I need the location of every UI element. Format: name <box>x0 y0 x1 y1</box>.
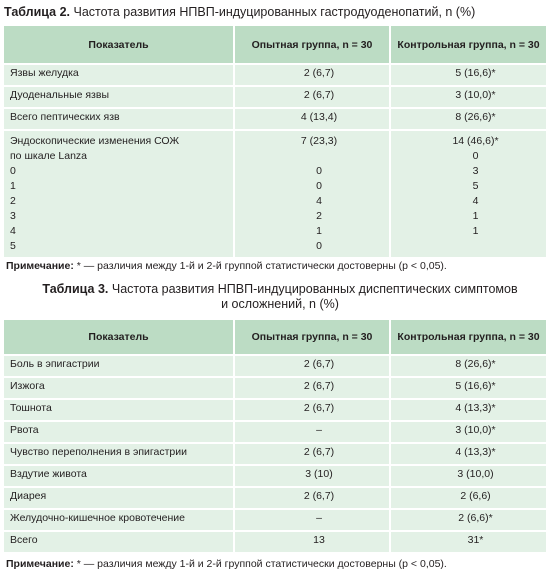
spacer <box>411 239 540 254</box>
row-label: Изжога <box>4 378 233 398</box>
table3-note-text: * — различия между 1-й и 2-й группой статистически достоверны (p < 0,05). <box>73 558 447 570</box>
experimental-value: 2 (6,7) <box>233 400 389 420</box>
lanza-experimental-value: 0 <box>316 240 322 252</box>
experimental-value: – <box>233 422 389 442</box>
lanza-control-value: 4 <box>472 195 479 207</box>
lanza-control-value: 0 <box>472 150 479 162</box>
table-row <box>4 87 546 107</box>
table3-header-indicator: Показатель <box>4 320 233 354</box>
table2-header-experimental: Опытная группа, n = 30 <box>233 26 389 63</box>
table3-caption-text: Частота развития НПВП-индуцированных диспептических симптомов и осложнений, n (%) <box>111 282 518 311</box>
experimental-value: 2 (6,7) <box>233 87 389 107</box>
lanza-control-total: 14 (46,6)* <box>452 135 499 147</box>
row-label: Всего <box>4 532 233 552</box>
lanza-grade: 3 <box>10 210 16 222</box>
table2-caption-label: Таблица 2. <box>4 5 70 19</box>
lanza-control-cell <box>389 131 546 257</box>
table-row <box>4 510 546 530</box>
experimental-value: – <box>233 510 389 530</box>
experimental-value: 2 (6,7) <box>233 488 389 508</box>
row-label: Чувство переполнения в эпигастрии <box>4 444 233 464</box>
table3-note <box>6 558 447 571</box>
control-value: 5 (16,6)* <box>389 378 546 398</box>
control-value: 31* <box>389 532 546 552</box>
lanza-experimental-value: 4 <box>316 195 322 207</box>
table-row <box>4 356 546 376</box>
control-value: 2 (6,6)* <box>389 510 546 530</box>
lanza-grade: 5 <box>10 240 16 252</box>
experimental-value: 4 (13,4) <box>233 109 389 129</box>
control-value: 4 (13,3)* <box>389 444 546 464</box>
lanza-label-line2: по шкале Lanza <box>10 150 88 162</box>
table3-header-row <box>4 320 546 354</box>
control-value: 8 (26,6)* <box>389 356 546 376</box>
row-label: Всего пептических язв <box>4 109 233 129</box>
row-label: Рвота <box>4 422 233 442</box>
table3-header-control: Контрольная группа, n = 30 <box>389 320 546 354</box>
lanza-grade: 1 <box>10 180 16 192</box>
experimental-value: 3 (10) <box>233 466 389 486</box>
lanza-experimental-value: 1 <box>316 225 322 237</box>
table2-note-label: Примечание: <box>6 260 74 272</box>
lanza-label-line1: Эндоскопические изменения СОЖ <box>10 135 180 147</box>
experimental-value: 13 <box>233 532 389 552</box>
lanza-grade: 2 <box>10 195 16 207</box>
lanza-control-value: 5 <box>472 180 479 192</box>
spacer <box>255 149 383 164</box>
row-label: Тошнота <box>4 400 233 420</box>
experimental-value: 2 (6,7) <box>233 65 389 85</box>
table-row <box>4 532 546 552</box>
table-row <box>4 488 546 508</box>
table-row-lanza <box>4 131 546 257</box>
table2-note-text: * — различия между 1-й и 2-й группой статистически достоверны (p < 0,05). <box>73 260 447 272</box>
control-value: 4 (13,3)* <box>389 400 546 420</box>
lanza-experimental-value: 2 <box>316 210 322 222</box>
table-row <box>4 466 546 486</box>
row-label: Диарея <box>4 488 233 508</box>
lanza-control-value: 3 <box>472 165 479 177</box>
control-value: 2 (6,6) <box>389 488 546 508</box>
table2 <box>4 24 546 259</box>
lanza-experimental-total: 7 (23,3) <box>300 135 338 147</box>
table-row <box>4 444 546 464</box>
row-label: Боль в эпигастрии <box>4 356 233 376</box>
control-value: 3 (10,0)* <box>389 422 546 442</box>
table-row <box>4 378 546 398</box>
lanza-grade: 0 <box>10 165 16 177</box>
experimental-value: 2 (6,7) <box>233 444 389 464</box>
table2-header-control: Контрольная группа, n = 30 <box>389 26 546 63</box>
table3-note-label: Примечание: <box>6 558 74 570</box>
lanza-label-cell <box>4 131 233 257</box>
lanza-grade: 4 <box>10 225 16 237</box>
table3-caption-label: Таблица 3. <box>42 282 109 296</box>
table3-caption <box>40 282 520 312</box>
experimental-value: 2 (6,7) <box>233 378 389 398</box>
lanza-experimental-cell <box>233 131 389 257</box>
lanza-experimental-value: 0 <box>316 180 322 192</box>
lanza-control-value: 1 <box>472 210 479 222</box>
row-label: Вздутие живота <box>4 466 233 486</box>
row-label: Дуоденальные язвы <box>4 87 233 107</box>
lanza-experimental-value: 0 <box>316 165 322 177</box>
table2-header-row <box>4 26 546 63</box>
table3 <box>4 318 546 554</box>
control-value: 3 (10,0)* <box>389 87 546 107</box>
lanza-control-value: 1 <box>472 225 479 237</box>
table-row <box>4 109 546 129</box>
control-value: 3 (10,0) <box>389 466 546 486</box>
table2-header-indicator: Показатель <box>4 26 233 63</box>
table-row <box>4 400 546 420</box>
control-value: 5 (16,6)* <box>389 65 546 85</box>
row-label: Язвы желудка <box>4 65 233 85</box>
table-row <box>4 422 546 442</box>
table2-caption <box>4 5 544 20</box>
table2-note <box>6 260 447 273</box>
experimental-value: 2 (6,7) <box>233 356 389 376</box>
row-label: Желудочно-кишечное кровотечение <box>4 510 233 530</box>
table-row <box>4 65 546 85</box>
control-value: 8 (26,6)* <box>389 109 546 129</box>
table2-caption-text: Частота развития НПВП-индуцированных гастродуоденопатий, n (%) <box>73 5 476 19</box>
table3-header-experimental: Опытная группа, n = 30 <box>233 320 389 354</box>
